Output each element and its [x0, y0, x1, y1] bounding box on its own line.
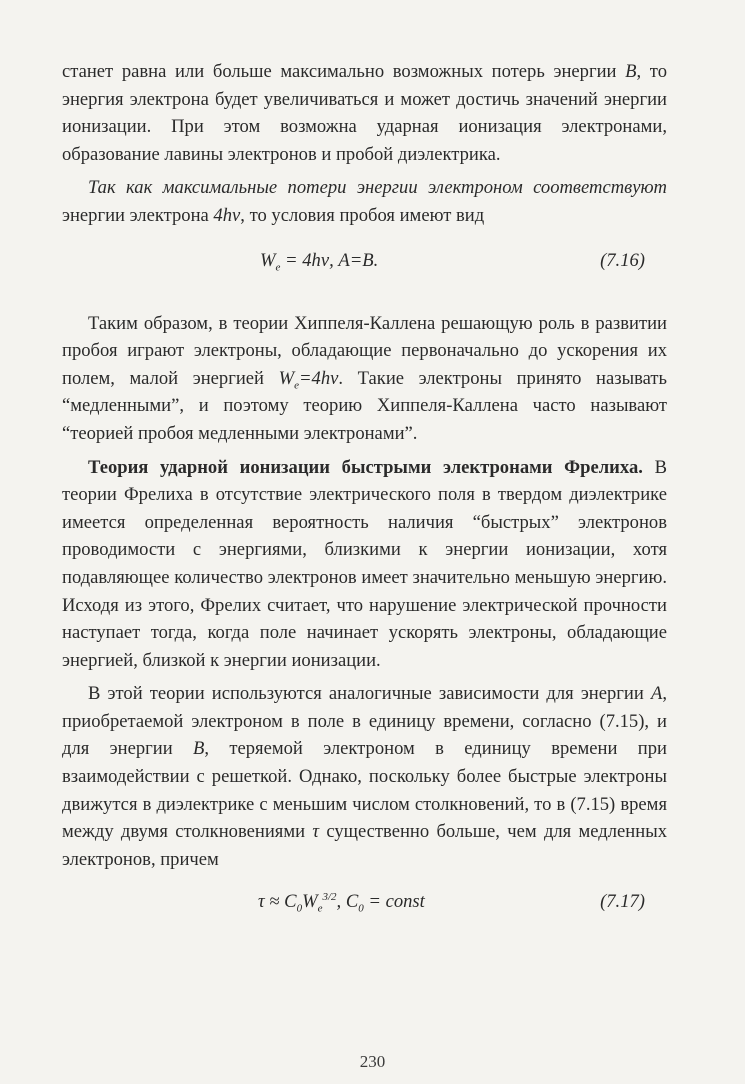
equation-7-16	[62, 250, 667, 278]
text: энергии электрона	[62, 204, 214, 226]
energy-term: 4hν	[213, 204, 241, 226]
paragraph-hippel-callen	[62, 310, 667, 448]
equation-number: (7.16)	[600, 249, 645, 271]
paragraph-continuation	[62, 58, 667, 168]
text: В теории Фрелиха в отсутствие электрического поля в твердом диэлектрике имеется определенная вероятность наличия “быстрых” электронов проводимости с энергиями, близкими к энергии ионизации, хотя подавляющее количество электронов имеет значительно меньшую энергию. Исходя из этого, Фрелих считает, что нарушение электрической прочности наступает тогда, когда поле начинает ускорять электроны, обладающие энергией, близкой к энергии ионизации.	[62, 456, 667, 671]
formula: $W_e = 4h\nu$, A=B.	[260, 249, 379, 274]
paragraph-theory-dependencies	[62, 680, 667, 873]
text: Таким образом, в теории Хиппеля-Каллена решающую роль в развитии пробоя играют электроны, обладающие первоначально до ускорения их полем, малой энергией	[62, 312, 667, 389]
equation-number: (7.17)	[600, 891, 645, 913]
variable-tau: τ	[312, 821, 320, 843]
page-number: 230	[359, 1052, 386, 1071]
text: , приобретаемой электроном в поле в единицу времени, согласно (7.15), и для энергии	[62, 683, 667, 760]
formula: $\tau \approx C_0W_e^{3/2}$, $C_0$ = const	[258, 891, 425, 916]
text: существенно больше, чем для медленных электронов, причем	[62, 821, 667, 870]
energy-term: $W_e=4h\nu$	[278, 367, 339, 392]
text: , то условия пробоя имеют вид	[240, 204, 485, 226]
paragraph-frohlich	[62, 454, 667, 675]
variable-b: B	[625, 61, 637, 82]
paragraph-breakdown-condition	[62, 174, 667, 229]
text: В этой теории используются аналогичные зависимости для энергии	[88, 683, 651, 705]
text: , то энергия электрона будет увеличиваться и может достичь значений энергии ионизации. При этом возможна ударная ионизация электронами, образование лавины электронов и пробой диэлектрика.	[62, 61, 667, 165]
variable-b: B	[193, 738, 205, 760]
variable-a: A	[650, 683, 663, 705]
text: . Такие электроны принято называть “медленными”, и поэтому теорию Хиппеля-Каллена часто называют “теорией пробоя медленными электронами”.	[62, 367, 667, 444]
italic-text: Так как максимальные потери энергии электроном соответствуют	[88, 177, 667, 199]
text: , теряемой электроном в единицу времени при взаимодействии с решеткой. Однако, поскольку более быстрые электроны движутся в диэлектрике с меньшим числом столкновений, то в (7.15) время между двумя столкновениями	[62, 738, 667, 843]
text: станет равна или больше максимально возможных потерь энергии	[62, 61, 626, 82]
section-heading: Теория ударной ионизации быстрыми электронами Фрелиха.	[88, 456, 643, 478]
equation-7-17	[62, 891, 667, 919]
